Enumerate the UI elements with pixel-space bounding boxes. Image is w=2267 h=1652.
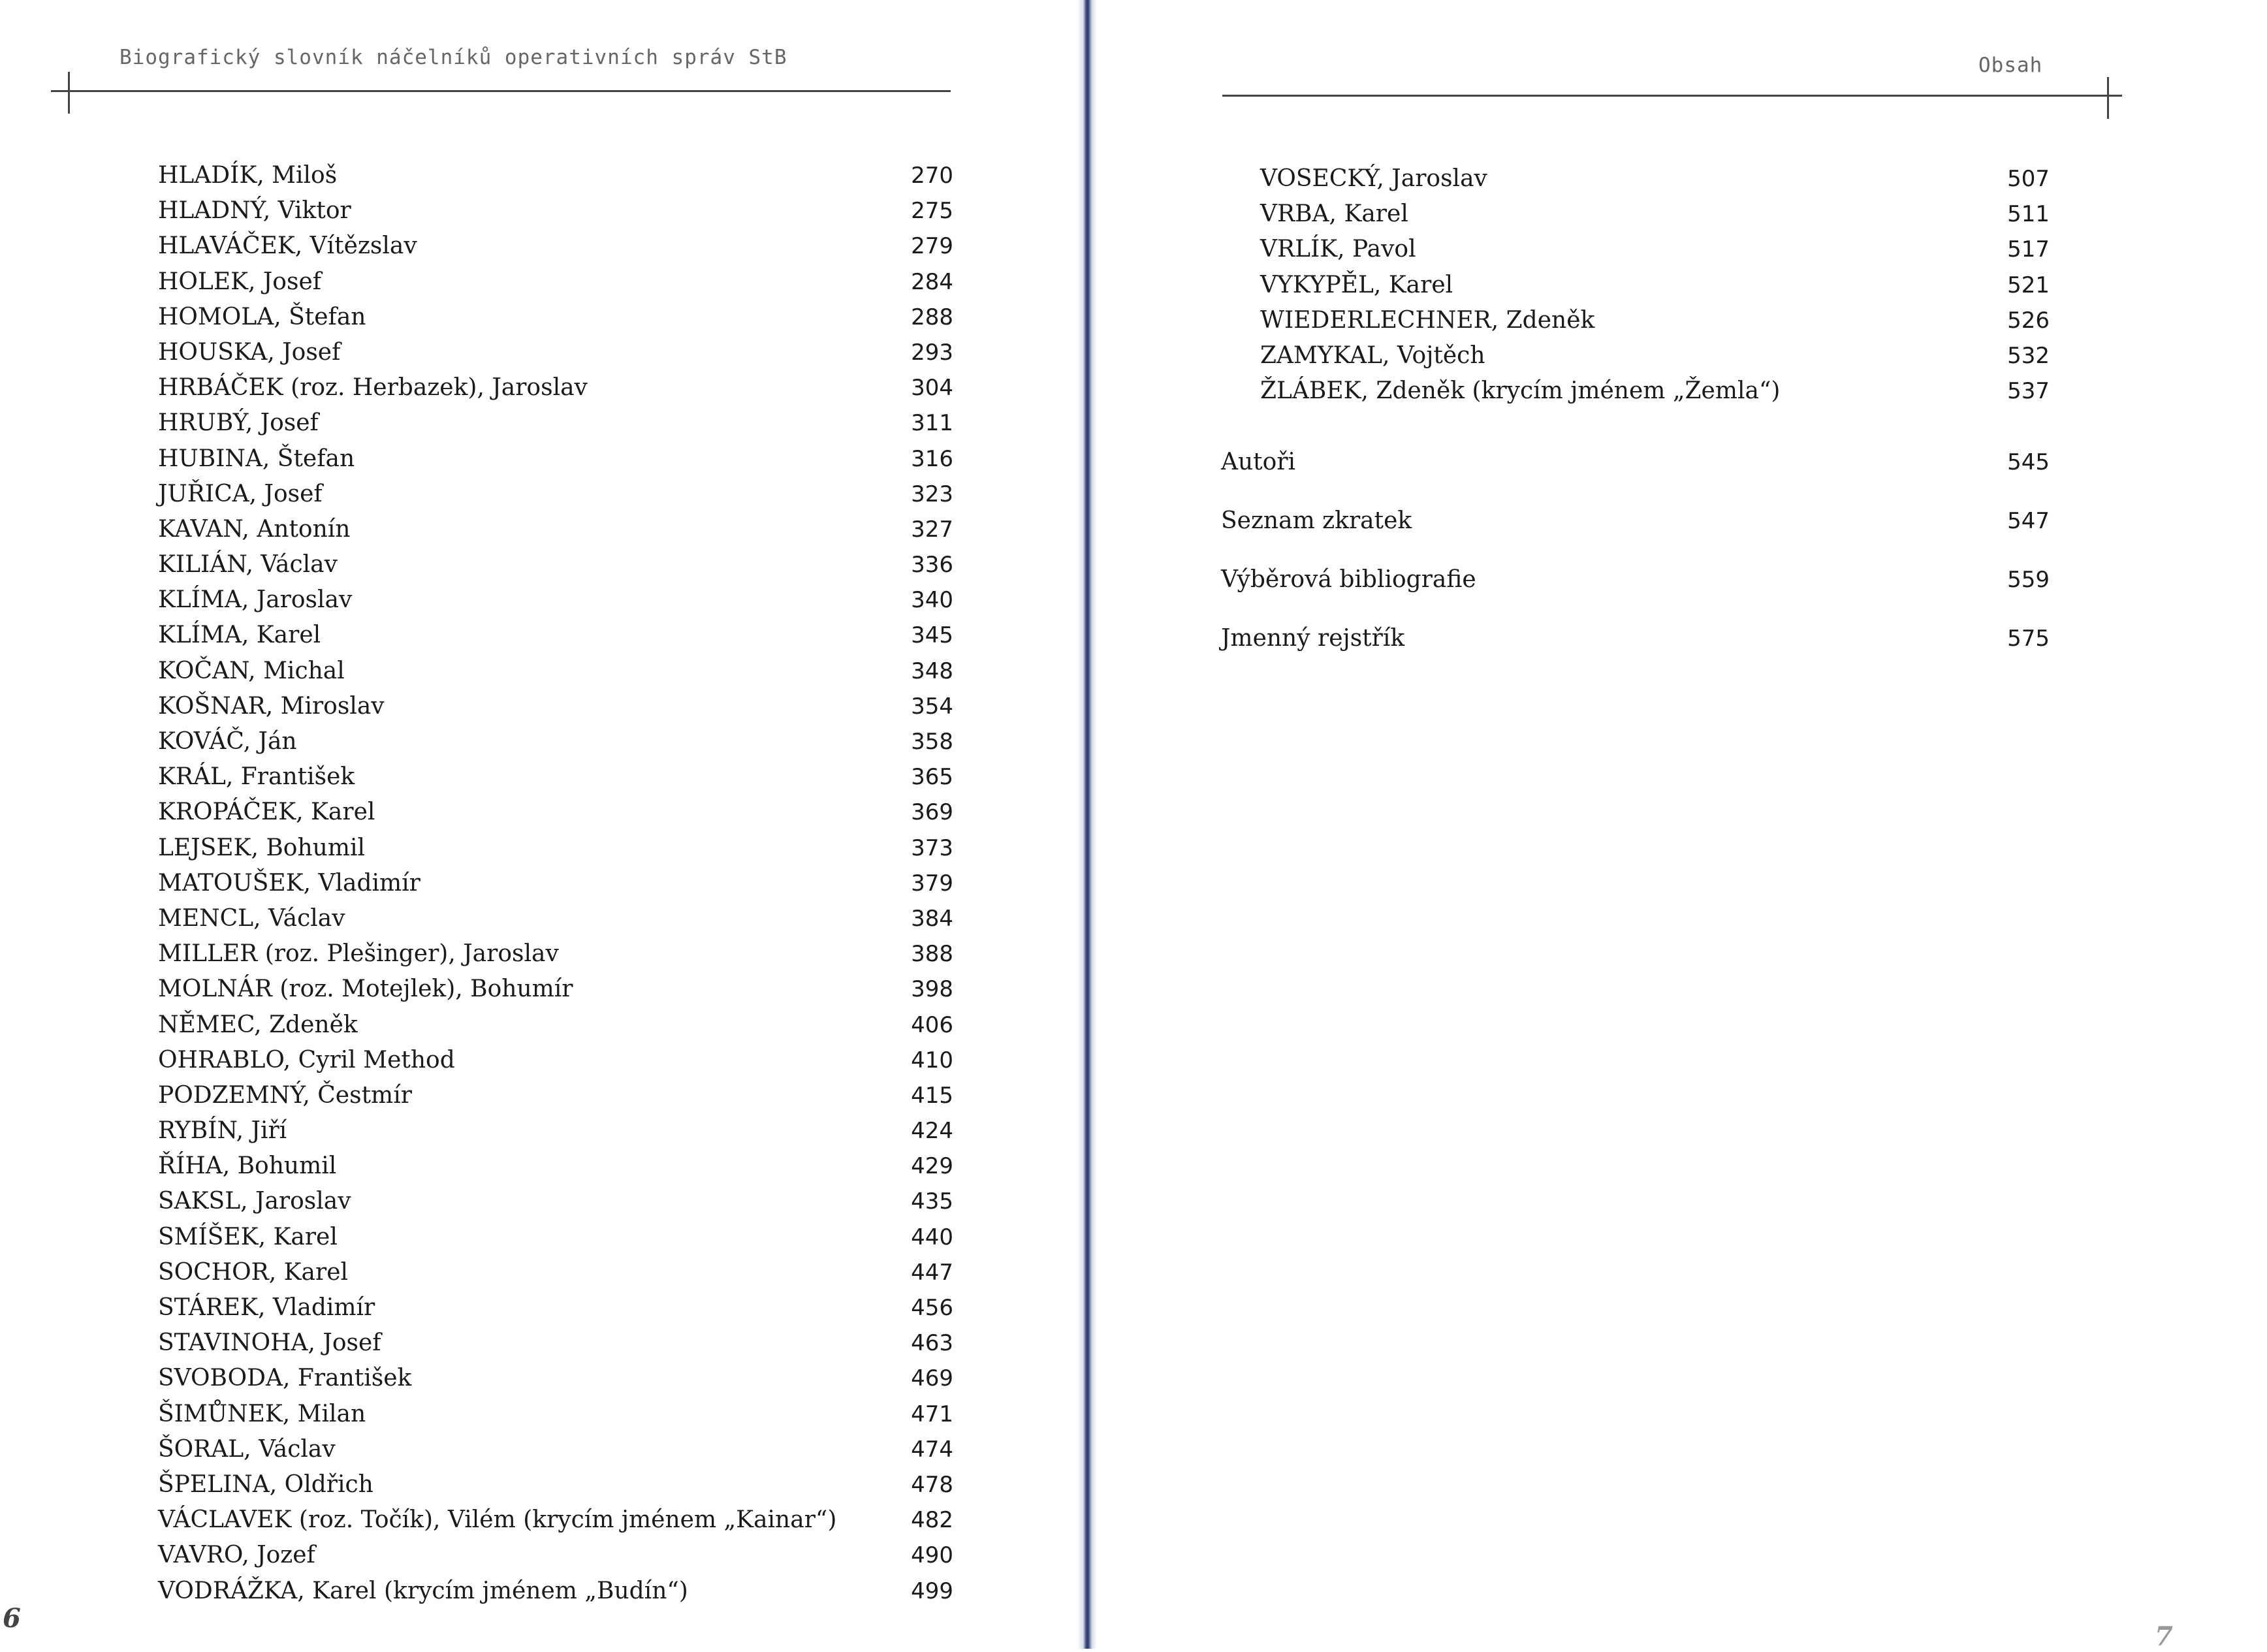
- toc-entry: [158, 547, 953, 582]
- toc-entry-page-number: 471: [911, 1401, 953, 1427]
- toc-entry-title: HOLEK, Josef: [158, 268, 322, 295]
- toc-entry: [1260, 303, 2050, 338]
- toc-entry-page-number: 348: [911, 658, 953, 684]
- toc-entry-title: STÁREK, Vladimír: [158, 1294, 375, 1321]
- header-rule-left: [51, 90, 951, 92]
- toc-entry-page-number: 311: [911, 410, 953, 437]
- toc-entry-title: MOLNÁR (roz. Motejlek), Bohumír: [158, 976, 573, 1003]
- toc-entry-page-number: 507: [2007, 166, 2050, 192]
- toc-entry-page-number: 559: [2007, 567, 2050, 593]
- toc-entry: [1260, 161, 2050, 197]
- toc-entry-page-number: 288: [911, 304, 953, 330]
- toc-entry-page-number: 478: [911, 1471, 953, 1498]
- toc-entry: [158, 441, 953, 477]
- page-number-left: 6: [3, 1603, 21, 1634]
- toc-entry-page-number: 293: [911, 339, 953, 366]
- toc-entry: [158, 618, 953, 653]
- toc-entry-title: VOSECKÝ, Jaroslav: [1260, 165, 1487, 192]
- toc-entry: [158, 901, 953, 936]
- toc-entry-page-number: 440: [911, 1224, 953, 1250]
- toc-entry-page-number: 526: [2007, 307, 2050, 334]
- toc-entry: [1221, 503, 2050, 562]
- toc-entry: [1221, 621, 2050, 680]
- toc-entry-page-number: 517: [2007, 236, 2050, 263]
- toc-entry-title: MATOUŠEK, Vladimír: [158, 869, 420, 897]
- toc-entry-page-number: 340: [911, 587, 953, 614]
- toc-entry: [158, 264, 953, 300]
- book-gutter: [1077, 0, 1097, 1649]
- toc-entry: [158, 1361, 953, 1396]
- toc-entry-page-number: 354: [911, 693, 953, 720]
- toc-entry-page-number: 435: [911, 1188, 953, 1215]
- toc-entry-title: HOUSKA, Josef: [158, 338, 341, 366]
- toc-entry: [158, 1008, 953, 1043]
- toc-entry-title: LEJSEK, Bohumil: [158, 834, 366, 861]
- toc-list-right: [1260, 161, 2050, 409]
- toc-entry-page-number: 482: [911, 1507, 953, 1534]
- toc-entry-title: VÁCLAVEK (roz. Točík), Vilém (krycím jménem „Kainar“): [158, 1506, 837, 1534]
- crop-mark-left: [68, 72, 70, 114]
- toc-entry: [158, 1220, 953, 1255]
- toc-entry: [158, 1184, 953, 1219]
- toc-entry-title: MILLER (roz. Plešinger), Jaroslav: [158, 940, 559, 968]
- toc-entry: [158, 1290, 953, 1326]
- toc-entry-title: VODRÁŽKA, Karel (krycím jménem „Budín“): [158, 1577, 688, 1604]
- toc-entry-page-number: 345: [911, 622, 953, 649]
- toc-entry: [158, 1043, 953, 1078]
- toc-entry-page-number: 373: [911, 834, 953, 861]
- toc-entry-page-number: 545: [2007, 449, 2050, 475]
- toc-entry-page-number: 424: [911, 1118, 953, 1145]
- toc-entry: [158, 1574, 953, 1609]
- toc-entry: [1260, 268, 2050, 303]
- toc-entry-page-number: 415: [911, 1082, 953, 1109]
- toc-entry-page-number: 537: [2007, 378, 2050, 405]
- toc-entry: [158, 1467, 953, 1502]
- toc-entry-title: MENCL, Václav: [158, 904, 345, 932]
- toc-entry-title: KROPÁČEK, Karel: [158, 799, 375, 826]
- toc-entry: [1221, 562, 2050, 621]
- toc-entry: [158, 1397, 953, 1432]
- toc-entry-title: ŠIMŮNEK, Milan: [158, 1400, 366, 1427]
- toc-entry-title: SAKSL, Jaroslav: [158, 1188, 351, 1215]
- running-head-right: Obsah: [1978, 54, 2043, 77]
- toc-entry-title: ŘÍHA, Bohumil: [158, 1152, 337, 1180]
- toc-entry-page-number: 304: [911, 375, 953, 402]
- toc-entry-title: HUBINA, Štefan: [158, 445, 355, 472]
- toc-entry-page-number: 429: [911, 1153, 953, 1180]
- toc-entry: [158, 1326, 953, 1361]
- toc-entry-title: Výběrová bibliografie: [1221, 566, 1476, 593]
- toc-entry: [158, 512, 953, 547]
- toc-entry-title: Seznam zkratek: [1221, 507, 1412, 534]
- toc-entry-title: HLADNÝ, Viktor: [158, 197, 351, 225]
- toc-sections: [1221, 445, 2050, 680]
- toc-entry-title: HRUBÝ, Josef: [158, 409, 319, 437]
- toc-entry: [158, 193, 953, 229]
- toc-entry: [1260, 373, 2050, 409]
- toc-entry-title: KOČAN, Michal: [158, 657, 345, 684]
- toc-entry: [1260, 197, 2050, 232]
- toc-entry: [158, 759, 953, 795]
- left-page: [0, 0, 1077, 1649]
- toc-entry: [158, 1149, 953, 1184]
- toc-entry: [158, 795, 953, 830]
- toc-entry-title: PODZEMNÝ, Čestmír: [158, 1081, 412, 1109]
- toc-entry-title: SMÍŠEK, Karel: [158, 1223, 338, 1250]
- toc-entry-title: VYKYPĚL, Karel: [1260, 271, 1453, 298]
- toc-entry-title: HLAVÁČEK, Vítězslav: [158, 232, 417, 260]
- toc-entry-page-number: 406: [911, 1011, 953, 1038]
- toc-entry-page-number: 474: [911, 1436, 953, 1463]
- toc-entry-page-number: 316: [911, 445, 953, 472]
- toc-entry-title: HLADÍK, Miloš: [158, 162, 338, 189]
- toc-entry-title: VAVRO, Jozef: [158, 1542, 315, 1569]
- toc-entry-title: STAVINOHA, Josef: [158, 1329, 381, 1357]
- toc-entry-page-number: 463: [911, 1330, 953, 1357]
- toc-entry-title: Jmenný rejstřík: [1221, 625, 1405, 652]
- toc-entry: [158, 1078, 953, 1113]
- toc-entry: [158, 936, 953, 972]
- toc-entry-title: KRÁL, František: [158, 763, 355, 791]
- toc-entry-page-number: 270: [911, 163, 953, 189]
- toc-entry-title: HOMOLA, Štefan: [158, 303, 366, 330]
- page-number-right: 7: [2155, 1621, 2173, 1652]
- toc-entry-page-number: 532: [2007, 342, 2050, 369]
- toc-entry: [158, 1432, 953, 1467]
- toc-entry-title: ŽLÁBEK, Zdeněk (krycím jménem „Žemla“): [1260, 377, 1781, 405]
- toc-entry-title: JUŘICA, Josef: [158, 480, 323, 507]
- toc-entry-page-number: 279: [911, 233, 953, 260]
- toc-entry: [158, 831, 953, 866]
- toc-entry: [158, 654, 953, 689]
- toc-entry: [158, 1502, 953, 1538]
- toc-entry-page-number: 379: [911, 870, 953, 897]
- toc-entry: [158, 335, 953, 370]
- toc-entry-page-number: 358: [911, 729, 953, 755]
- toc-entry-page-number: 447: [911, 1259, 953, 1286]
- toc-entry: [1221, 445, 2050, 503]
- toc-entry: [158, 689, 953, 724]
- toc-entry: [1260, 232, 2050, 267]
- toc-entry: [158, 158, 953, 193]
- crop-mark-right: [2107, 77, 2109, 119]
- toc-entry: [158, 370, 953, 405]
- toc-entry-page-number: 490: [911, 1542, 953, 1569]
- toc-entry-page-number: 521: [2007, 272, 2050, 298]
- toc-entry-page-number: 410: [911, 1047, 953, 1073]
- toc-entry-page-number: 275: [911, 198, 953, 225]
- toc-entry-page-number: 384: [911, 905, 953, 932]
- toc-entry: [158, 1113, 953, 1149]
- toc-entry: [158, 1255, 953, 1290]
- toc-entry-title: KLÍMA, Karel: [158, 622, 321, 649]
- right-page: [1097, 0, 2267, 1652]
- toc-entry-page-number: 547: [2007, 508, 2050, 534]
- toc-entry-title: KILIÁN, Václav: [158, 551, 338, 579]
- toc-entry-title: ŠORAL, Václav: [158, 1435, 336, 1463]
- toc-entry-title: KAVAN, Antonín: [158, 515, 351, 543]
- running-head-left: Biografický slovník náčelníků operativních správ StB: [119, 46, 787, 69]
- toc-entry: [1260, 338, 2050, 373]
- toc-entry-page-number: 365: [911, 764, 953, 791]
- toc-entry: [158, 724, 953, 759]
- toc-entry-title: KOŠNAR, Miroslav: [158, 692, 385, 720]
- toc-entry-page-number: 511: [2007, 201, 2050, 228]
- toc-entry: [158, 1538, 953, 1573]
- toc-entry-title: Autoři: [1221, 449, 1296, 475]
- toc-entry-page-number: 284: [911, 268, 953, 295]
- toc-entry-page-number: 499: [911, 1578, 953, 1604]
- toc-entry-page-number: 369: [911, 799, 953, 826]
- toc-entry-title: VRBA, Karel: [1260, 200, 1408, 228]
- toc-entry-title: VRLÍK, Pavol: [1260, 236, 1416, 263]
- header-rule-right: [1222, 95, 2122, 97]
- toc-entry-page-number: 575: [2007, 626, 2050, 652]
- toc-entry-title: NĚMEC, Zdeněk: [158, 1011, 358, 1038]
- toc-entry: [158, 229, 953, 264]
- toc-entry-page-number: 336: [911, 552, 953, 579]
- toc-list-left: [158, 158, 953, 1609]
- toc-entry: [158, 866, 953, 901]
- toc-entry-page-number: 456: [911, 1295, 953, 1321]
- toc-entry-page-number: 388: [911, 941, 953, 968]
- toc-entry: [158, 972, 953, 1007]
- toc-entry: [158, 582, 953, 618]
- toc-entry-title: ZAMYKAL, Vojtěch: [1260, 342, 1485, 369]
- toc-entry-title: KLÍMA, Jaroslav: [158, 586, 353, 614]
- toc-entry-title: HRBÁČEK (roz. Herbazek), Jaroslav: [158, 374, 588, 402]
- toc-entry-title: SVOBODA, František: [158, 1365, 412, 1392]
- toc-entry: [158, 405, 953, 441]
- toc-entry-title: KOVÁČ, Ján: [158, 728, 297, 755]
- toc-entry-title: ŠPELINA, Oldřich: [158, 1470, 373, 1498]
- toc-entry-page-number: 398: [911, 976, 953, 1003]
- toc-entry: [158, 477, 953, 512]
- toc-entry-page-number: 469: [911, 1365, 953, 1392]
- toc-entry-page-number: 323: [911, 481, 953, 507]
- toc-entry-page-number: 327: [911, 516, 953, 543]
- toc-entry-title: OHRABLO, Cyril Method: [158, 1046, 455, 1073]
- toc-entry-title: RYBÍN, Jiří: [158, 1117, 287, 1145]
- toc-entry-title: WIEDERLECHNER, Zdeněk: [1260, 306, 1595, 334]
- toc-entry: [158, 300, 953, 335]
- toc-entry-title: SOCHOR, Karel: [158, 1258, 349, 1286]
